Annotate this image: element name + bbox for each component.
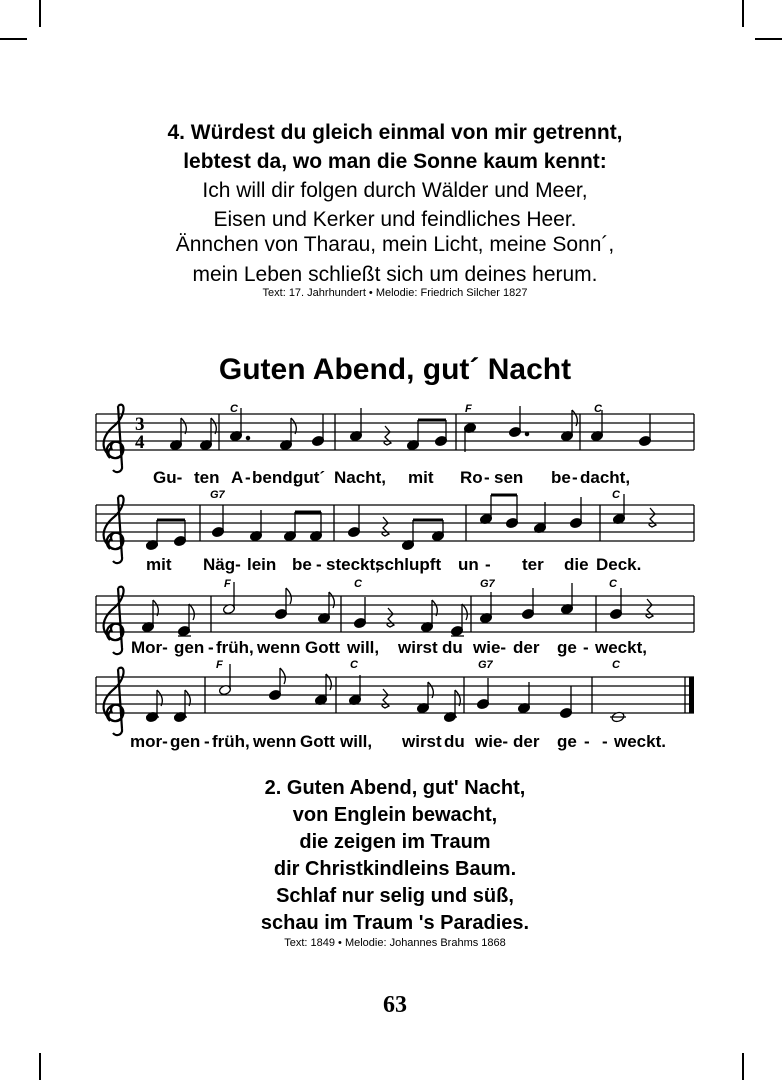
lyric-syllable: - xyxy=(484,468,490,487)
lyric-syllable: - xyxy=(583,638,589,657)
staff-system-1 xyxy=(96,403,694,487)
lyric-syllable: dacht, xyxy=(580,468,631,487)
lyric-syllable: wenn xyxy=(257,638,301,657)
lyric-syllable: du xyxy=(444,732,465,751)
lyric-syllable: weckt. xyxy=(614,732,666,751)
lyric-syllable: - xyxy=(602,732,608,751)
lyric-syllable: der xyxy=(513,638,540,657)
lyric-syllable: will, xyxy=(347,638,380,657)
lyric-syllable: Näg- xyxy=(203,555,241,574)
lyric-syllable: wie- xyxy=(475,732,509,751)
lyric-syllable: die xyxy=(564,555,589,574)
lyric-syllable: ter xyxy=(522,555,544,574)
chord-symbol: F xyxy=(465,403,472,415)
lyric-syllable: steckt, xyxy=(326,555,380,574)
chord-symbol: C xyxy=(350,659,358,671)
chord-symbol: C xyxy=(230,403,238,415)
chord-symbol: C xyxy=(354,578,362,590)
chord-symbol: C xyxy=(609,578,617,590)
lyric-syllable: - xyxy=(584,732,590,751)
chord-symbol: G7 xyxy=(478,659,493,671)
staff-system-4 xyxy=(96,659,694,751)
chord-symbol: G7 xyxy=(480,578,495,590)
lyric-syllable: ten xyxy=(194,468,220,487)
lyric-syllable: - xyxy=(204,732,210,751)
lyric-syllable: wirst xyxy=(402,732,442,751)
lyric-syllable: wenn xyxy=(253,732,297,751)
chord-symbol: G7 xyxy=(210,489,225,501)
lyric-syllable: be xyxy=(551,468,571,487)
treble-clef-icon xyxy=(104,405,124,472)
crop-mark xyxy=(742,1053,744,1080)
lyric-syllable: bend, xyxy=(252,468,298,487)
verse-line: 2. Guten Abend, gut' Nacht, xyxy=(264,777,526,799)
verse-line: Schlaf nur selig und süß, xyxy=(276,885,514,907)
verse-line: 4. Würdest du gleich einmal von mir getrennt, xyxy=(167,121,623,144)
lyric-syllable: sen xyxy=(494,468,524,487)
chord-symbol: F xyxy=(224,578,231,590)
song-title: Guten Abend, gut´ Nacht xyxy=(218,353,572,386)
lyric-syllable: Gott xyxy=(300,732,335,751)
refrain-line: mein Leben schließt sich um deines herum. xyxy=(192,263,598,286)
lyric-syllable: früh, xyxy=(212,732,250,751)
lyric-syllable: Deck. xyxy=(596,555,642,574)
song-credit: Text: 1849 • Melodie: Johannes Brahms 1868 xyxy=(284,937,506,949)
lyric-syllable: - xyxy=(316,555,322,574)
lyric-syllable: Gu- xyxy=(153,468,183,487)
lyric-syllable: ge xyxy=(557,638,577,657)
lyric-syllable: Gott xyxy=(305,638,340,657)
verse-line: die zeigen im Traum xyxy=(299,831,491,853)
verse-line: lebtest da, wo man die Sonne kaum kennt: xyxy=(183,150,607,173)
verse-line: schau im Traum 's Paradies. xyxy=(260,912,530,934)
staff-system-3 xyxy=(96,578,694,657)
verse-line: Ich will dir folgen durch Wälder und Meer, xyxy=(202,179,588,202)
lyric-syllable: Nacht, xyxy=(334,468,386,487)
verse-2 xyxy=(0,775,782,937)
lyric-syllable: un xyxy=(458,555,479,574)
lyric-syllable: be xyxy=(292,555,312,574)
crop-mark xyxy=(39,1053,41,1080)
treble-clef-icon xyxy=(104,587,124,654)
chord-symbol: F xyxy=(216,659,223,671)
previous-song-credit: Text: 17. Jahrhundert • Melodie: Friedrich Silcher 1827 xyxy=(262,287,528,299)
chord-symbol: C xyxy=(612,489,620,501)
lyric-syllable: der xyxy=(513,732,540,751)
lyric-syllable: mor- xyxy=(130,732,168,751)
lyric-syllable: gen xyxy=(170,732,201,751)
treble-clef-icon xyxy=(104,668,124,735)
lyric-syllable: du xyxy=(442,638,463,657)
lyric-syllable: will, xyxy=(340,732,373,751)
lyric-syllable: gut´ xyxy=(293,468,326,487)
lyric-syllable: ge xyxy=(557,732,577,751)
treble-clef-icon xyxy=(104,496,124,563)
lyric-syllable: mit xyxy=(408,468,434,487)
lyric-syllable: A xyxy=(231,468,244,487)
staff-system-2 xyxy=(96,489,694,574)
chord-symbol: C xyxy=(612,659,620,671)
lyric-syllable: wie- xyxy=(473,638,507,657)
verse-line: von Englein bewacht, xyxy=(292,804,498,826)
lyric-syllable: lein xyxy=(247,555,277,574)
lyric-syllable: weckt, xyxy=(595,638,647,657)
lyric-syllable: gen xyxy=(174,638,205,657)
verse-line: dir Christkindleins Baum. xyxy=(273,858,517,880)
time-signature-bottom: 4 xyxy=(135,432,145,453)
page-number: 63 xyxy=(383,992,407,1018)
time-signature-top: 3 xyxy=(135,414,145,435)
lyric-syllable: - xyxy=(245,468,251,487)
lyric-syllable: schlupft xyxy=(375,555,442,574)
lyric-syllable: - xyxy=(572,468,578,487)
lyric-syllable: Mor- xyxy=(131,638,168,657)
lyric-syllable: wirst xyxy=(398,638,438,657)
lyric-syllable: - xyxy=(485,555,491,574)
lyric-syllable: - xyxy=(208,638,214,657)
lyric-syllable: früh, xyxy=(216,638,254,657)
chord-symbol: C xyxy=(594,403,602,415)
lyric-syllable: Ro xyxy=(460,468,483,487)
verse-line: Eisen und Kerker und feindliches Heer. xyxy=(213,208,577,231)
lyric-syllable: mit xyxy=(146,555,172,574)
refrain-line: Ännchen von Tharau, mein Licht, meine Sonn´, xyxy=(175,233,615,256)
